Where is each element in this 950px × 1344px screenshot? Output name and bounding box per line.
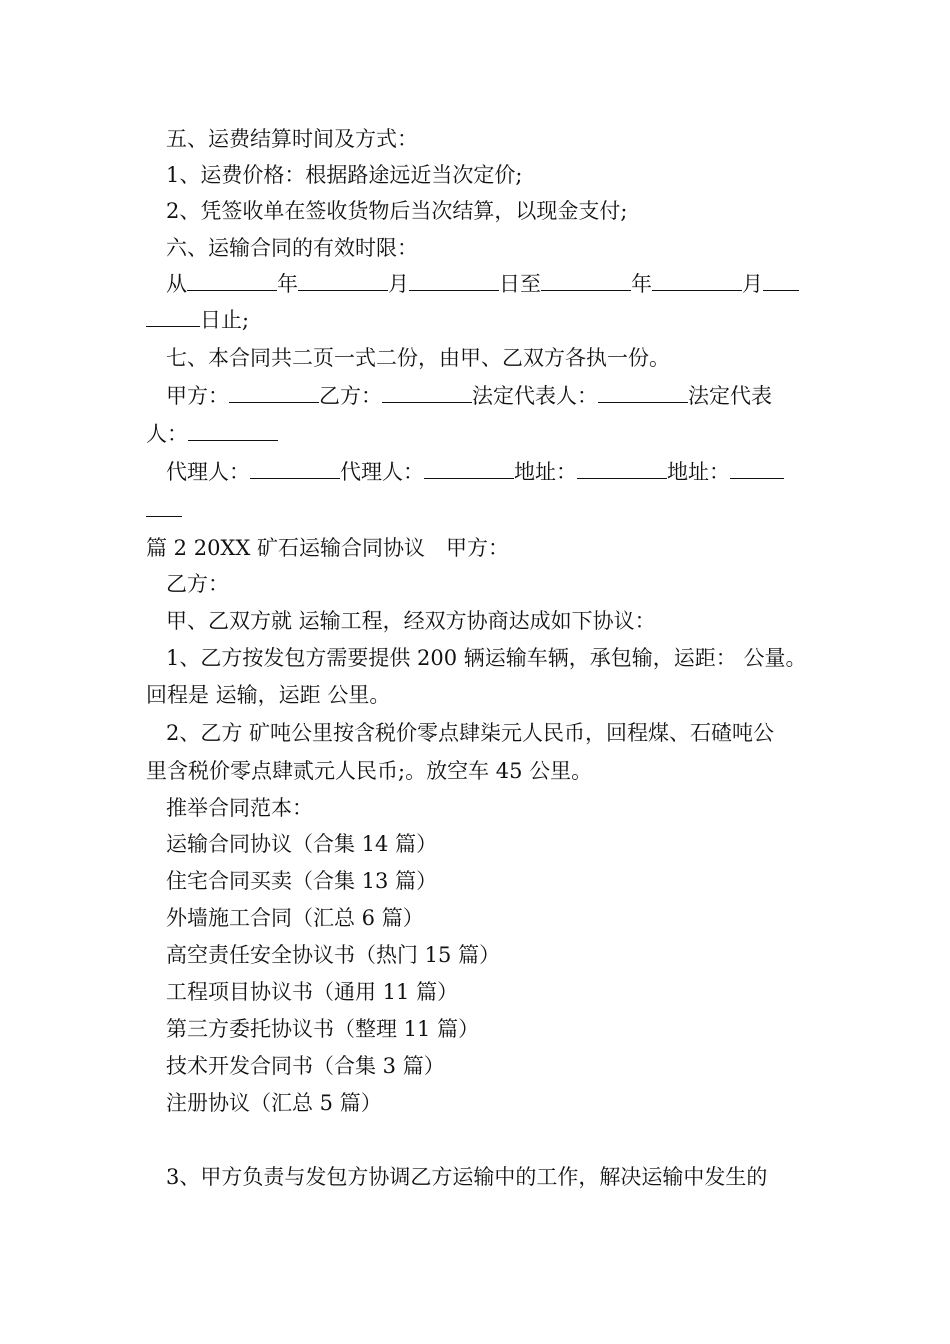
clause-settlement: 2、凭签收单在签收货物后当次结算，以现金支付;: [166, 199, 628, 223]
blank-field: [146, 498, 182, 517]
blank-field: [763, 272, 799, 291]
validity-period-line: [146, 270, 841, 298]
recommended-link[interactable]: 第三方委托协议书（整理 11 篇）: [166, 1017, 480, 1041]
blank-field: [298, 272, 388, 291]
recommended-link[interactable]: 高空责任安全协议书（热门 15 篇）: [166, 943, 501, 967]
signature-line-2: [146, 420, 821, 448]
article-2-title: 篇 2 20XX 矿石运输合同协议 甲方：: [146, 536, 510, 560]
signature-line-4: [146, 496, 821, 524]
blank-field: [730, 460, 784, 479]
clause-1-line-2: 回程是 运输，运距 公里。: [146, 683, 391, 707]
agent-label-a: 代理人：: [166, 460, 250, 484]
recommended-link[interactable]: 技术开发合同书（合集 3 篇）: [166, 1054, 445, 1078]
recommended-link[interactable]: 外墙施工合同（汇总 6 篇）: [166, 906, 424, 930]
address-label-b: 地址：: [667, 460, 730, 484]
signature-line-1: [146, 382, 841, 410]
legal-rep-continued: 人：: [146, 422, 188, 446]
recommended-link[interactable]: 工程项目协议书（通用 11 篇）: [166, 980, 459, 1004]
blank-field: [382, 384, 472, 403]
party-b-line: 乙方：: [166, 572, 229, 596]
clause-2-line-2: 里含税价零点肆贰元人民币;。放空车 45 公里。: [146, 759, 593, 783]
blank-field: [577, 460, 667, 479]
recommended-link[interactable]: 住宅合同买卖（合集 13 篇）: [166, 869, 438, 893]
blank-field: [424, 460, 514, 479]
blank-field: [188, 422, 278, 441]
blank-field: [652, 272, 742, 291]
validity-year-2: 年: [631, 272, 652, 296]
agent-label-b: 代理人：: [340, 460, 424, 484]
clause-2-line-1: 2、乙方 矿吨公里按含税价零点肆柒元人民币，回程煤、石碴吨公: [166, 721, 775, 745]
party-b-label: 乙方：: [319, 384, 382, 408]
blank-field: [409, 272, 499, 291]
clause-freight-price: 1、运费价格：根据路途远近当次定价;: [166, 163, 523, 187]
section-6-heading: 六、运输合同的有效时限：: [166, 236, 418, 260]
blank-field: [250, 460, 340, 479]
legal-rep-label-partial: 法定代表: [688, 384, 772, 408]
recommended-heading: 推举合同范本：: [166, 796, 313, 820]
validity-end-text: 日止;: [200, 308, 250, 332]
validity-day-to: 日至: [499, 272, 541, 296]
blank-field: [541, 272, 631, 291]
clause-1-line-1: 1、乙方按发包方需要提供 200 辆运输车辆，承包输，运距： 公量。: [166, 646, 807, 670]
validity-end-line: [146, 306, 821, 334]
signature-line-3: [146, 458, 841, 486]
blank-field: [598, 384, 688, 403]
clause-3-line-1: 3、甲方负责与发包方协调乙方运输中的工作，解决运输中发生的: [166, 1165, 768, 1189]
validity-month: 月: [388, 272, 409, 296]
blank-field: [146, 308, 200, 327]
section-7-heading: 七、本合同共二页一式二份，由甲、乙双方各执一份。: [166, 346, 670, 370]
validity-year: 年: [277, 272, 298, 296]
blank-field: [229, 384, 319, 403]
legal-rep-label: 法定代表人：: [472, 384, 598, 408]
section-5-heading: 五、运费结算时间及方式：: [166, 127, 418, 151]
recommended-link[interactable]: 运输合同协议（合集 14 篇）: [166, 832, 438, 856]
validity-month-2: 月: [742, 272, 763, 296]
agreement-intro: 甲、乙双方就 运输工程，经双方协商达成如下协议：: [166, 609, 656, 633]
validity-from: 从: [166, 272, 187, 296]
party-a-label: 甲方：: [166, 384, 229, 408]
recommended-link[interactable]: 注册协议（汇总 5 篇）: [166, 1091, 382, 1115]
blank-field: [187, 272, 277, 291]
address-label-a: 地址：: [514, 460, 577, 484]
